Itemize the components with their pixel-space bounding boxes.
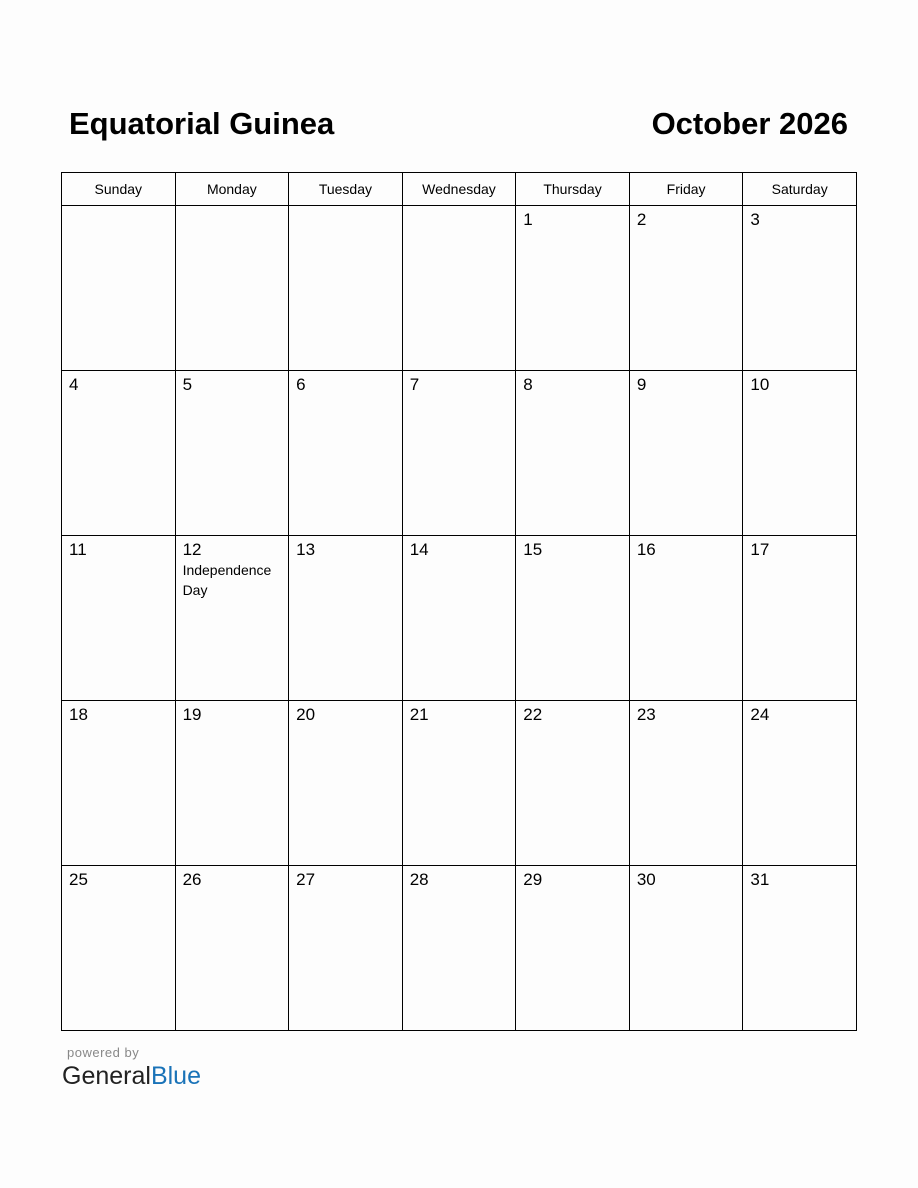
weekday-header: Sunday — [62, 173, 176, 206]
day-cell[interactable] — [402, 866, 516, 1031]
day-number: 23 — [636, 705, 656, 724]
day-number: 11 — [69, 540, 87, 559]
day-cell[interactable] — [175, 866, 289, 1031]
day-number: 9 — [636, 375, 647, 394]
brand-blue-text: Blue — [150, 1062, 201, 1090]
day-cell[interactable] — [516, 371, 630, 536]
day-cell[interactable] — [289, 536, 403, 701]
weekday-header: Tuesday — [289, 173, 403, 206]
weekday-header: Friday — [629, 173, 743, 206]
day-cell[interactable] — [629, 866, 743, 1031]
day-number: 22 — [523, 705, 543, 724]
footer — [62, 1045, 201, 1091]
empty-day-cell — [289, 206, 403, 371]
day-number: 4 — [69, 375, 79, 394]
day-cell[interactable] — [629, 536, 743, 701]
day-cell[interactable] — [175, 536, 289, 701]
powered-by-label: powered by — [67, 1045, 140, 1060]
day-number: 17 — [750, 540, 770, 559]
calendar-grid — [61, 172, 857, 1031]
empty-day-cell — [175, 206, 289, 371]
week-row — [62, 536, 857, 701]
week-row — [62, 701, 857, 866]
brand-general-text: General — [62, 1062, 151, 1090]
day-number: 20 — [296, 705, 316, 724]
weekday-header: Thursday — [516, 173, 630, 206]
day-cell[interactable] — [289, 701, 403, 866]
day-cell[interactable] — [402, 371, 516, 536]
day-cell[interactable] — [62, 536, 176, 701]
day-number: 1 — [523, 210, 533, 229]
day-number: 8 — [523, 375, 533, 394]
day-number: 21 — [409, 705, 429, 724]
day-cell[interactable] — [402, 701, 516, 866]
day-number: 19 — [182, 705, 202, 724]
day-cell[interactable] — [289, 866, 403, 1031]
day-number: 24 — [750, 705, 770, 724]
day-number: 15 — [523, 540, 543, 559]
day-cell[interactable] — [629, 206, 743, 371]
day-number: 14 — [409, 540, 429, 559]
day-cell[interactable] — [743, 206, 857, 371]
day-number: 18 — [69, 705, 88, 724]
day-cell[interactable] — [175, 371, 289, 536]
day-cell[interactable] — [629, 371, 743, 536]
generalblue-logo[interactable] — [62, 1061, 201, 1091]
day-cell[interactable] — [743, 536, 857, 701]
day-cell[interactable] — [175, 701, 289, 866]
day-number: 30 — [636, 870, 656, 889]
day-number: 28 — [409, 870, 429, 889]
day-cell[interactable] — [289, 371, 403, 536]
day-number: 31 — [750, 870, 770, 889]
month-year-title: October 2026 — [651, 106, 848, 141]
day-number: 10 — [750, 375, 770, 394]
weekday-header: Wednesday — [402, 173, 516, 206]
day-cell[interactable] — [516, 206, 630, 371]
empty-day-cell — [402, 206, 516, 371]
day-number: 7 — [409, 375, 420, 394]
day-number: 2 — [636, 210, 647, 229]
day-cell[interactable] — [516, 536, 630, 701]
day-number: 6 — [296, 375, 306, 394]
day-number: 13 — [296, 540, 316, 559]
day-number: 16 — [636, 540, 656, 559]
day-cell[interactable] — [402, 536, 516, 701]
day-cell[interactable] — [62, 701, 176, 866]
empty-day-cell — [62, 206, 176, 371]
week-row — [62, 206, 857, 371]
weekday-header-row — [62, 173, 857, 206]
holiday-event: Independence Day — [182, 562, 272, 598]
week-row — [62, 866, 857, 1031]
week-row — [62, 371, 857, 536]
day-number: 25 — [69, 870, 88, 889]
day-number: 3 — [750, 210, 760, 229]
day-cell[interactable] — [516, 701, 630, 866]
day-cell[interactable] — [743, 701, 857, 866]
weekday-header: Saturday — [743, 173, 857, 206]
day-cell[interactable] — [516, 866, 630, 1031]
day-cell[interactable] — [62, 866, 176, 1031]
day-cell[interactable] — [629, 701, 743, 866]
country-title: Equatorial Guinea — [69, 106, 335, 141]
day-cell[interactable] — [743, 371, 857, 536]
day-number: 12 — [182, 540, 202, 559]
day-number: 5 — [182, 375, 193, 394]
weekday-header: Monday — [175, 173, 289, 206]
day-number: 26 — [182, 870, 202, 889]
day-cell[interactable] — [62, 371, 176, 536]
day-number: 29 — [523, 870, 543, 889]
day-number: 27 — [296, 870, 316, 889]
day-cell[interactable] — [743, 866, 857, 1031]
